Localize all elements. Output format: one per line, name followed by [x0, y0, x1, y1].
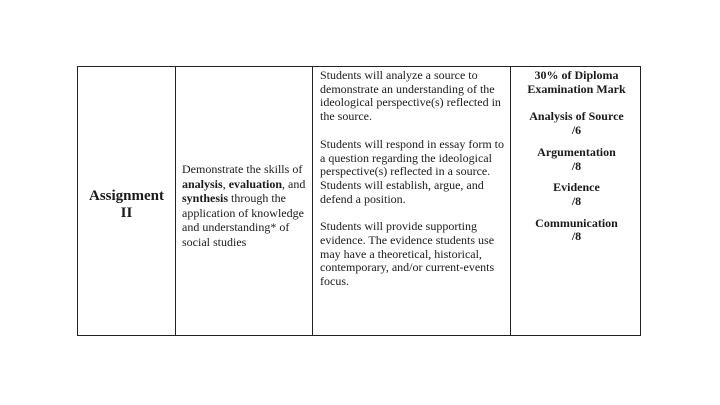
- skills-and: and: [288, 176, 306, 191]
- mark-label: Analysis of Source: [529, 109, 624, 124]
- mark-score: /8: [571, 229, 582, 244]
- description-paragraph: Students will analyze a source to demonstrate an understanding of the ideological perspective(s) reflected in the source.: [320, 68, 501, 124]
- skills-comma: ,: [282, 176, 286, 191]
- mark-item: [511, 110, 642, 137]
- assignment-table: [77, 66, 641, 336]
- mark-score: /8: [571, 193, 582, 208]
- marks-heading: 30% of Diploma Examination Mark: [527, 68, 626, 96]
- skill-synthesis: synthesis: [182, 191, 229, 205]
- mark-label: Communication: [535, 215, 618, 230]
- skills-comma: ,: [222, 176, 226, 191]
- mark-item: [511, 181, 642, 208]
- skills-text: [176, 162, 312, 249]
- skills-suffix: through the application of knowledge and understanding* of social studies: [182, 191, 304, 249]
- mark-label: Evidence: [553, 180, 600, 195]
- assignment-title-cell: [78, 67, 176, 335]
- assignment-title-line1: Assignment: [88, 188, 164, 204]
- assignment-title-line2: II: [120, 205, 133, 221]
- mark-label: Argumentation: [537, 144, 616, 159]
- description-cell: [313, 67, 511, 335]
- mark-item: [511, 217, 642, 244]
- mark-score: /6: [571, 123, 582, 138]
- description-paragraph: Students will provide supporting evidence. The evidence students use may have a theoretical, historical, contemporary, and/or current-events focus.: [320, 219, 495, 289]
- skills-cell: [176, 67, 313, 335]
- assignment-title: [89, 188, 164, 222]
- marks-cell: [511, 67, 642, 335]
- skill-evaluation: evaluation: [228, 176, 283, 191]
- skills-prefix: Demonstrate the skills of: [182, 162, 303, 176]
- mark-item: [511, 146, 642, 173]
- mark-score: /8: [571, 158, 582, 173]
- skill-analysis: analysis: [182, 176, 223, 191]
- description-paragraph: Students will respond in essay form to a question regarding the ideological perspective(s) reflected in a source. Students will establish, argue, and defend a position.: [320, 136, 504, 206]
